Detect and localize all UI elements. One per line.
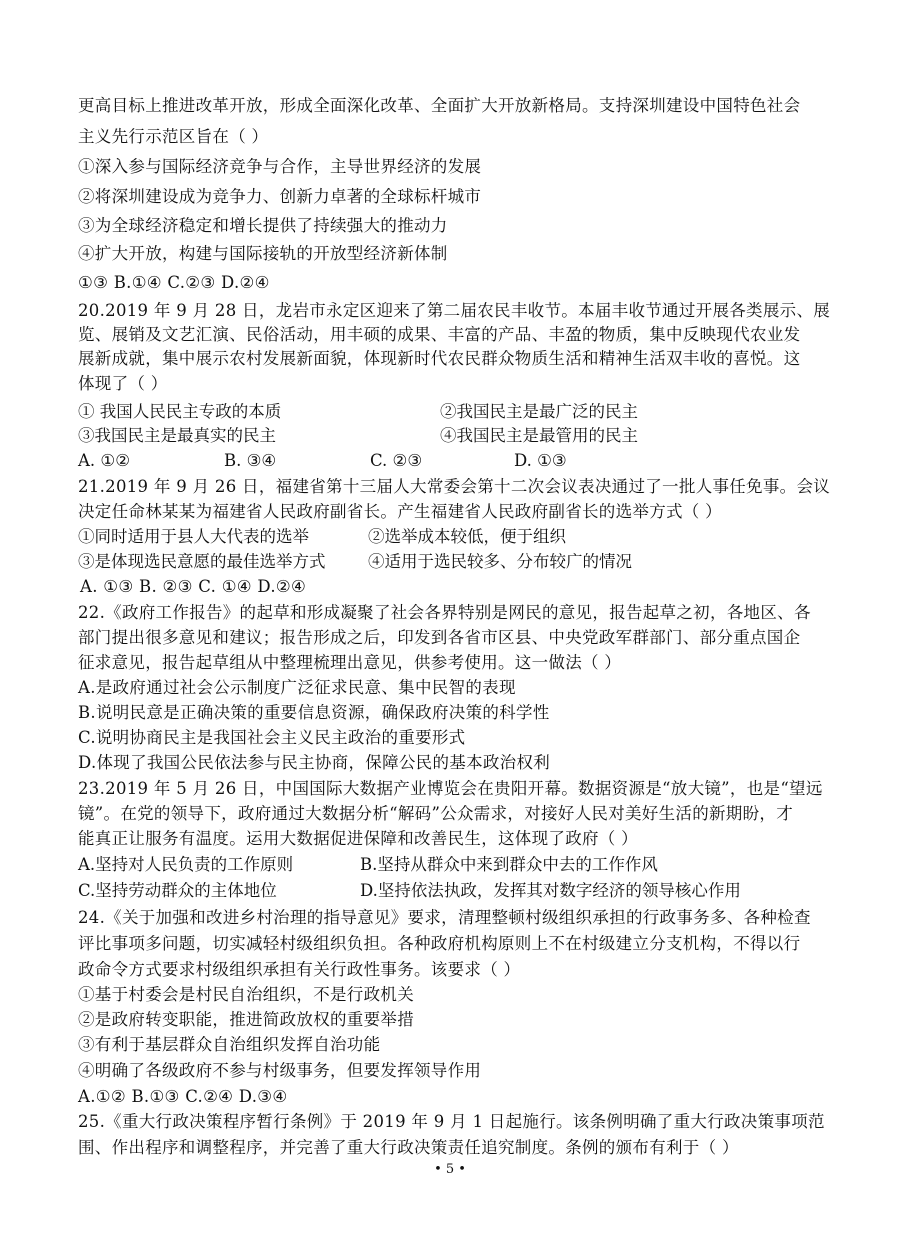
q22-option-a: A.是政府通过社会公示制度广泛征求民意、集中民智的表现 xyxy=(78,678,516,697)
q19-stem-line-2: 主义先行示范区旨在（ ） xyxy=(78,127,269,146)
q21-stem-line-2: 决定任命林某某为福建省人民政府副省长。产生福建省人民政府副省长的选举方式（ ） xyxy=(78,502,722,521)
q19-item-3: ③为全球经济稳定和增长提供了持续强大的推动力 xyxy=(78,216,448,235)
q24-choices: A.①② B.①③ C.②④ D.③④ xyxy=(78,1087,288,1106)
q21-option-2: ②选举成本较低，便于组织 xyxy=(368,527,566,546)
q21-option-1: ①同时适用于县人大代表的选举 xyxy=(78,527,309,546)
q19-choices: ①③ B.①④ C.②③ D.②④ xyxy=(78,273,270,292)
q20-option-3: ③我国民主是最真实的民主 xyxy=(78,426,276,445)
q25-stem-line-1: 25.《重大行政决策程序暂行条例》于 2019 年 9 月 1 日起施行。该条例明确了重大行政决策事项范 xyxy=(78,1112,825,1131)
q22-stem-line-3: 征求意见，报告起草组从中整理梳理出意见，供参考使用。这一做法（ ） xyxy=(78,653,622,672)
q20-option-2: ②我国民主是最广泛的民主 xyxy=(440,402,638,421)
q19-item-1: ①深入参与国际经济竞争与合作，主导世界经济的发展 xyxy=(78,157,482,176)
q20-choice-d: D. ①③ xyxy=(514,451,567,470)
q20-choice-b: B. ③④ xyxy=(224,451,277,470)
q20-choice-c: C. ②③ xyxy=(370,451,423,470)
q23-stem-line-2: 镜”。在党的领导下，政府通过大数据分析“解码”公众需求，对接好人民对美好生活的新期盼，才 xyxy=(78,804,794,823)
q22-option-b: B.说明民意是正确决策的重要信息资源，确保政府决策的科学性 xyxy=(78,703,550,722)
q20-stem-line-4: 体现了（ ） xyxy=(78,374,168,393)
q24-stem-line-1: 24.《关于加强和改进乡村治理的指导意见》要求，清理整顿村级组织承担的行政事务多、各种检查 xyxy=(78,908,811,927)
q23-option-d: D.坚持依法执政，发挥其对数字经济的领导核心作用 xyxy=(360,881,741,900)
q21-choices: A. ①③ B. ②③ C. ①④ D.②④ xyxy=(80,577,307,596)
q20-option-4: ④我国民主是最管用的民主 xyxy=(440,426,638,445)
q24-item-1: ①基于村委会是村民自治组织，不是行政机关 xyxy=(78,985,414,1004)
q23-option-a: A.坚持对人民负责的工作原则 xyxy=(78,855,294,874)
q23-stem-line-1: 23.2019 年 5 月 26 日，中国国际大数据产业博览会在贵阳开幕。数据资源是“放大镜”，也是“望远 xyxy=(78,779,823,798)
q22-option-d: D.体现了我国公民依法参与民主协商，保障公民的基本政治权利 xyxy=(78,753,551,772)
q24-item-2: ②是政府转变职能，推进简政放权的重要举措 xyxy=(78,1010,414,1029)
q23-option-c: C.坚持劳动群众的主体地位 xyxy=(78,881,277,900)
q19-item-4: ④扩大开放，构建与国际接轨的开放型经济新体制 xyxy=(78,244,448,263)
q23-stem-line-3: 能真正让服务有温度。运用大数据促进保障和改善民生，这体现了政府（ ） xyxy=(78,829,638,848)
q22-stem-line-2: 部门提出很多意见和建议；报告形成之后，印发到各省市区县、中央党政军群部门、部分重点国企 xyxy=(78,628,801,647)
q21-option-4: ④适用于选民较多、分布较广的情况 xyxy=(368,552,632,571)
q24-item-4: ④明确了各级政府不参与村级事务，但要发挥领导作用 xyxy=(78,1061,482,1080)
q24-stem-line-2: 评比事项多问题，切实减轻村级组织负担。各种政府机构原则上不在村级建立分支机构，不得以行 xyxy=(78,934,801,953)
q19-stem-line-1: 更高目标上推进改革开放，形成全面深化改革、全面扩大开放新格局。支持深圳建设中国特色社会 xyxy=(78,96,801,115)
q20-stem-line-3: 展新成就，集中展示农村发展新面貌，体现新时代农民群众物质生活和精神生活双丰收的喜悦。这 xyxy=(78,349,801,368)
q24-item-3: ③有利于基层群众自治组织发挥自治功能 xyxy=(78,1035,381,1054)
q21-stem-line-1: 21.2019 年 9 月 26 日，福建省第十三届人大常委会第十二次会议表决通过了一批人事任免事。会议 xyxy=(78,477,831,496)
q20-option-1: ① 我国人民民主专政的本质 xyxy=(78,402,282,421)
q23-option-b: B.坚持从群众中来到群众中去的工作作风 xyxy=(360,855,658,874)
q20-stem-line-1: 20.2019 年 9 月 28 日，龙岩市永定区迎来了第二届农民丰收节。本届丰收节通过开展各类展示、展 xyxy=(78,301,831,320)
q21-option-3: ③是体现选民意愿的最佳选举方式 xyxy=(78,552,326,571)
q24-stem-line-3: 政命令方式要求村级组织承担有关行政性事务。该要求（ ） xyxy=(78,960,521,979)
q20-choice-a: A. ①② xyxy=(78,451,130,470)
q20-stem-line-2: 览、展销及文艺汇演、民俗活动，用丰硕的成果、丰富的产品、丰盈的物质，集中反映现代农业发 xyxy=(78,325,801,344)
page-number: • 5 • xyxy=(434,1162,466,1177)
q25-stem-line-2: 围、作出程序和调整程序，并完善了重大行政决策责任追究制度。条例的颁布有利于（ ） xyxy=(78,1138,739,1157)
q19-item-2: ②将深圳建设成为竞争力、创新力卓著的全球标杆城市 xyxy=(78,187,482,206)
q22-option-c: C.说明协商民主是我国社会主义民主政治的重要形式 xyxy=(78,728,466,747)
q22-stem-line-1: 22.《政府工作报告》的起草和形成凝聚了社会各界特别是网民的意见，报告起草之初，各地区、各 xyxy=(78,603,811,622)
